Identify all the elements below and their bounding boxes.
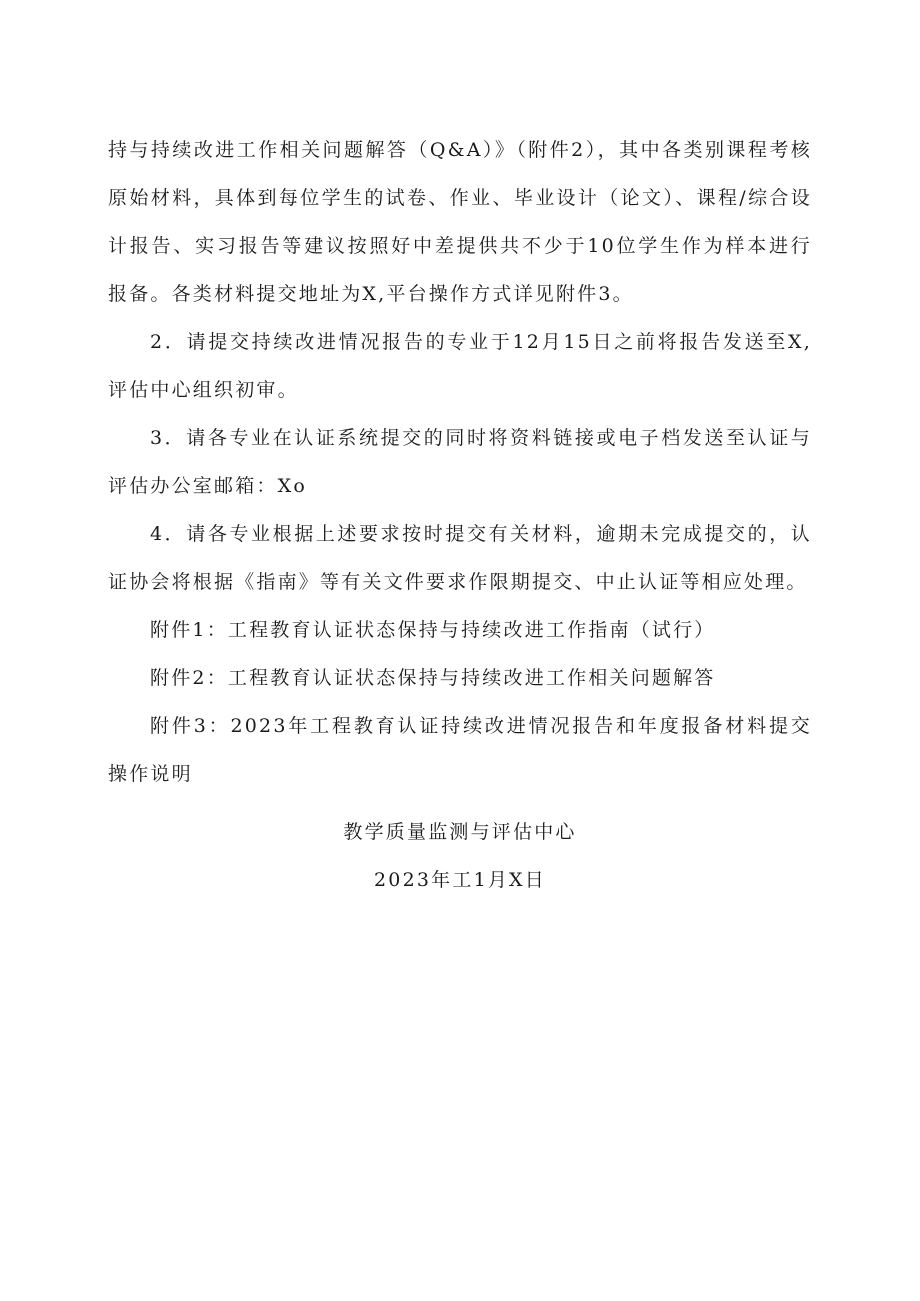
document-page — [108, 126, 812, 904]
attachment-1: 附件1：工程教育认证状态保持与持续改进工作指南（试行） — [150, 619, 716, 641]
signature-organization: 教学质量监测与评估中心 — [343, 821, 577, 843]
attachment-3: 附件3：2023年工程教育认证持续改进情况报告和年度报备材料提交操作说明 — [108, 715, 812, 785]
signature-block — [108, 808, 812, 904]
paragraph-item-4: 4．请各专业根据上述要求按时提交有关材料，逾期未完成提交的，认证协会将根据《指南》等有关文件要求作限期提交、中止认证等相应处理。 — [108, 523, 812, 593]
attachment-2: 附件2：工程教育认证状态保持与持续改进工作相关问题解答 — [150, 667, 716, 689]
signature-date: 2023年工1月X日 — [374, 869, 546, 891]
paragraph-item-2: 2．请提交持续改进情况报告的专业于12月15日之前将报告发送至X,评估中心组织初审。 — [108, 331, 812, 401]
paragraph-item-3: 3．请各专业在认证系统提交的同时将资料链接或电子档发送至认证与评估办公室邮箱：Xo — [108, 427, 812, 497]
paragraph-intro-continuation: 持与持续改进工作相关问题解答（Q&A）》（附件2），其中各类别课程考核原始材料，具体到每位学生的试卷、作业、毕业设计（论文）、课程/综合设计报告、实习报告等建议按照好中差提供共不少于10位学生作为样本进行报备。各类材料提交地址为X,平台操作方式详见附件3。 — [108, 139, 812, 305]
